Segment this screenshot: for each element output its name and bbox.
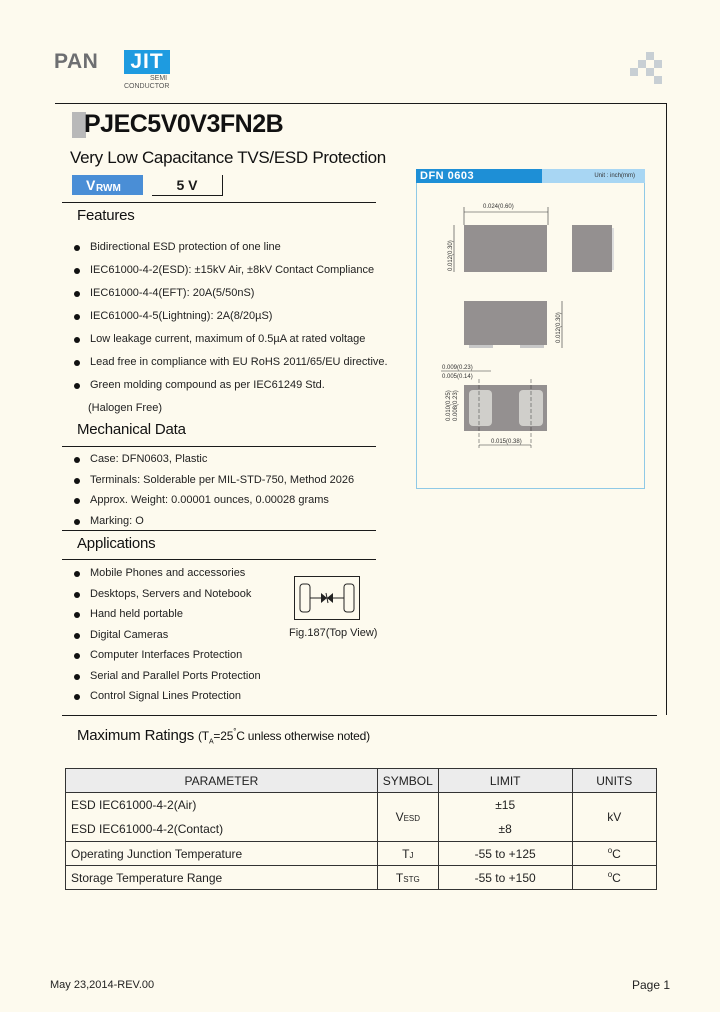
features-list <box>72 240 388 424</box>
degree-mark: o <box>607 846 613 855</box>
divider <box>62 530 376 531</box>
list-item <box>72 587 261 608</box>
list-item-text: Case: DFN0603, Plastic <box>90 453 208 465</box>
applications-list <box>72 566 261 710</box>
svg-text:0.005(0.14): 0.005(0.14) <box>442 374 473 380</box>
cell-limit: -55 to +150 <box>438 866 572 890</box>
symbol-text: T <box>395 870 404 885</box>
bullet-icon <box>74 571 80 577</box>
list-item-text: IEC61000-4-4(EFT): 20A(5/50nS) <box>90 287 255 299</box>
table-header-row <box>66 769 657 793</box>
list-item <box>72 309 388 332</box>
maximum-ratings-table <box>65 768 657 890</box>
mechanical-list <box>72 452 354 534</box>
bullet-icon <box>74 633 80 639</box>
bullet-icon <box>74 337 80 343</box>
svg-text:0.009(0.23): 0.009(0.23) <box>442 365 473 371</box>
ratings-title <box>77 727 370 745</box>
page-number: Page 1 <box>632 978 671 992</box>
limit-text: ±15 <box>495 798 516 812</box>
mechanical-title: Mechanical Data <box>77 421 186 438</box>
bullet-icon <box>74 498 80 504</box>
bullet-icon <box>74 519 80 525</box>
degree-mark: o <box>607 870 613 879</box>
cell-symbol <box>377 793 438 842</box>
symbol-text: V <box>395 810 404 824</box>
svg-text:0.008(0.23): 0.008(0.23) <box>453 390 459 421</box>
cond-prefix: (T <box>198 729 209 743</box>
cond-mid: =25 <box>213 729 234 743</box>
table-row <box>66 793 657 842</box>
list-item-text: (Halogen Free) <box>88 402 162 414</box>
svg-text:0.012(0.30): 0.012(0.30) <box>556 312 562 343</box>
package-name: DFN 0603 <box>416 169 542 183</box>
unit-text: C <box>612 871 621 885</box>
cell-symbol <box>377 842 438 866</box>
frame-top-rule <box>55 103 667 104</box>
divider <box>62 202 376 203</box>
divider <box>62 559 376 560</box>
package-header <box>416 169 645 183</box>
parameter-text: ESD IEC61000-4-2(Contact) <box>71 822 224 836</box>
svg-text:0.012(0.30): 0.012(0.30) <box>448 240 454 271</box>
top-view-figure <box>294 576 360 620</box>
header-parameter: PARAMETER <box>66 769 378 793</box>
list-item-text: Mobile Phones and accessories <box>90 567 246 579</box>
list-item-text: Control Signal Lines Protection <box>90 690 242 702</box>
vrwm-subscript: RWM <box>96 183 121 194</box>
list-item <box>72 473 354 494</box>
list-item-text: Lead free in compliance with EU RoHS 2011/65/EU directive. <box>90 356 388 368</box>
list-item-text: Green molding compound as per IEC61249 Std. <box>90 379 325 391</box>
list-item-text: Bidirectional ESD protection of one line <box>90 241 281 253</box>
list-item-text: Approx. Weight: 0.00001 ounces, 0.00028 grams <box>90 494 329 506</box>
bidirectional-tvs-diode-icon <box>295 577 359 619</box>
revision-date: May 23,2014-REV.00 <box>50 979 155 991</box>
list-item-text: Computer Interfaces Protection <box>90 649 243 661</box>
svg-text:0.015(0.38): 0.015(0.38) <box>491 439 522 445</box>
svg-text:0.010(0.25): 0.010(0.25) <box>446 390 452 421</box>
logo-brand-right: JIT <box>124 50 170 74</box>
list-item-text: IEC61000-4-5(Lightning): 2A(8/20µS) <box>90 310 273 322</box>
symbol-subscript: J <box>409 850 414 860</box>
vrwm-symbol: V <box>86 177 96 193</box>
package-drawing <box>416 169 645 489</box>
list-item <box>72 689 261 710</box>
list-item <box>72 332 388 355</box>
list-item <box>72 628 261 649</box>
symbol-subscript: ESD <box>403 814 421 823</box>
frame-bottom-rule <box>62 715 657 716</box>
figure-caption: Fig.187(Top View) <box>289 627 378 639</box>
logo-brand-left: PAN <box>54 50 99 73</box>
cell-unit <box>572 866 656 890</box>
bullet-icon <box>74 653 80 659</box>
list-item <box>72 355 388 378</box>
frame-right-rule <box>666 103 667 715</box>
decorative-squares-icon <box>630 50 670 90</box>
bullet-icon <box>74 694 80 700</box>
ratings-title-text: Maximum Ratings <box>77 727 195 744</box>
cell-parameter <box>66 793 378 842</box>
panjit-logo <box>54 50 174 95</box>
bullet-icon <box>74 674 80 680</box>
list-item <box>72 669 261 690</box>
bullet-icon <box>74 291 80 297</box>
logo-tagline-1: SEMI <box>150 75 168 82</box>
list-item-text: Hand held portable <box>90 608 183 620</box>
bullet-icon <box>74 360 80 366</box>
features-title: Features <box>77 207 135 224</box>
bullet-icon <box>74 478 80 484</box>
header-symbol: SYMBOL <box>377 769 438 793</box>
cell-limit: -55 to +125 <box>438 842 572 866</box>
cell-unit <box>572 842 656 866</box>
bullet-icon <box>74 457 80 463</box>
vrwm-value: 5 V <box>152 175 223 196</box>
list-item <box>72 493 354 514</box>
limit-text: ±8 <box>498 822 512 836</box>
list-item-text: Terminals: Solderable per MIL-STD-750, Method 2026 <box>90 473 355 486</box>
part-number: PJEC5V0V3FN2B <box>84 110 284 138</box>
list-item <box>72 566 261 587</box>
package-unit: Unit : inch(mm) <box>594 173 635 179</box>
svg-text:0.024(0.60): 0.024(0.60) <box>483 204 514 210</box>
header-limit: LIMIT <box>438 769 572 793</box>
bullet-icon <box>74 383 80 389</box>
cell-symbol <box>377 866 438 890</box>
list-item-text: IEC61000-4-2(ESD): ±15kV Air, ±8kV Contact Compliance <box>90 264 375 276</box>
symbol-text: T <box>402 846 410 861</box>
bullet-icon <box>74 314 80 320</box>
list-item <box>72 452 354 473</box>
cell-unit: kV <box>572 793 656 842</box>
divider <box>62 446 376 447</box>
list-item <box>72 240 388 263</box>
list-item-text: Serial and Parallel Ports Protection <box>90 669 261 682</box>
bullet-icon <box>74 268 80 274</box>
list-item-text: Desktops, Servers and Notebook <box>90 587 252 600</box>
bullet-icon <box>74 592 80 598</box>
table-row <box>66 866 657 890</box>
bullet-icon <box>74 245 80 251</box>
list-item-text: Digital Cameras <box>90 628 169 641</box>
symbol-subscript: STG <box>403 874 420 884</box>
logo-tagline-2: CONDUCTOR <box>124 83 170 90</box>
cond-suffix: C unless otherwise noted) <box>236 729 370 743</box>
cell-parameter: Storage Temperature Range <box>66 866 378 890</box>
unit-text: C <box>612 847 621 861</box>
package-dimension-drawing <box>417 183 644 488</box>
product-subtitle: Very Low Capacitance TVS/ESD Protection <box>70 148 386 167</box>
list-item <box>72 286 388 309</box>
table-row <box>66 842 657 866</box>
list-item-text: Low leakage current, maximum of 0.5µA at rated voltage <box>90 333 366 345</box>
list-item <box>72 648 261 669</box>
list-item <box>72 607 261 628</box>
parameter-text: ESD IEC61000-4-2(Air) <box>71 798 197 812</box>
vrwm-label <box>72 175 143 195</box>
list-item <box>72 263 388 286</box>
applications-title: Applications <box>77 535 156 552</box>
ratings-condition <box>198 727 370 746</box>
cond-sub: A <box>208 738 214 746</box>
bullet-icon <box>74 612 80 618</box>
list-item-text: Marking: O <box>90 514 144 527</box>
cond-deg: ° <box>233 727 237 736</box>
cell-parameter: Operating Junction Temperature <box>66 842 378 866</box>
cell-limit <box>438 793 572 842</box>
header-units: UNITS <box>572 769 656 793</box>
list-item <box>72 378 388 401</box>
